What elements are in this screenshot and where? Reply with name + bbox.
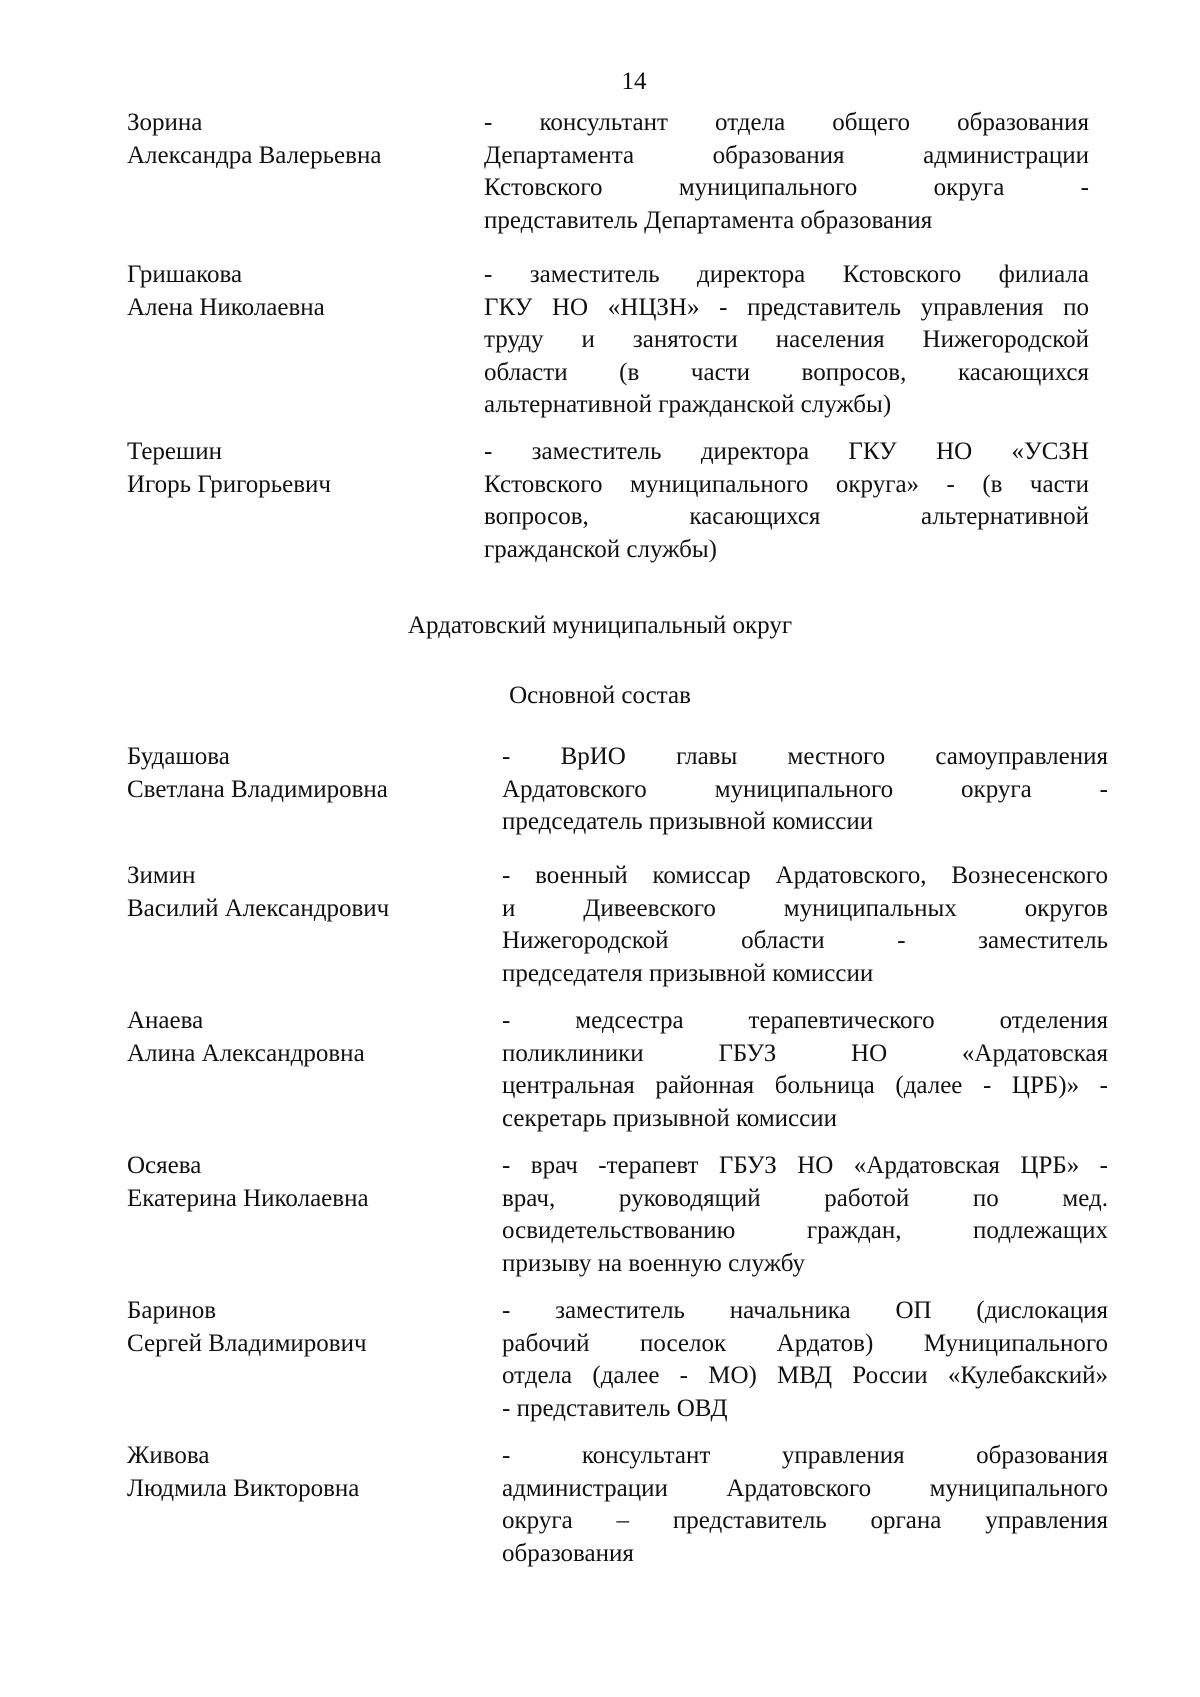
member-given-names: Сергей Владимирович (127, 1329, 367, 1357)
subsection-title: Основной состав (509, 682, 691, 709)
role-line: освидетельствованию граждан, подлежащих (502, 1217, 1108, 1244)
role-line: Департамента образования администрации (484, 141, 1089, 169)
role-line: представитель Департамента образования (484, 206, 933, 234)
member-name (127, 107, 457, 172)
member-role (484, 107, 1089, 237)
role-line: и Дивеевского муниципальных округов (502, 894, 1108, 922)
member-surname: Анаева (127, 1007, 204, 1034)
role-line: Ардатовского муниципального округа - (502, 775, 1108, 803)
role-line: призыву на военную службу (502, 1249, 806, 1277)
member-role (484, 436, 1089, 566)
role-line: - военный комиссар Ардатовского, Вознесенского (502, 862, 1108, 889)
page-number: 14 (621, 68, 647, 95)
member-given-names: Алена Николаевна (127, 293, 325, 321)
role-line: - врач -терапевт ГБУЗ НО «Ардатовская ЦРБ» - (502, 1152, 1108, 1179)
role-line: центральная районная больница (далее - ЦРБ)» - (502, 1072, 1108, 1099)
role-line: ГКУ НО «НЦЗН» - представитель управления по (484, 293, 1089, 321)
member-surname: Гришакова (127, 261, 243, 288)
member-name (127, 860, 457, 925)
role-line: администрации Ардатовского муниципального (502, 1474, 1108, 1502)
role-line: председателя призывной комиссии (502, 959, 874, 987)
role-line: гражданской службы) (484, 535, 717, 563)
role-line: рабочий поселок Ардатов) Муниципального (502, 1329, 1108, 1357)
member-given-names: Александра Валерьевна (127, 141, 382, 169)
member-name (127, 1005, 457, 1070)
member-given-names: Светлана Владимировна (127, 775, 388, 803)
member-surname: Зимин (127, 862, 196, 889)
member-name (127, 1440, 457, 1505)
section-title: Ардатовский муниципальный округ (407, 612, 793, 639)
member-given-names: Екатерина Николаевна (127, 1184, 369, 1212)
member-given-names: Игорь Григорьевич (127, 470, 331, 498)
role-line: области (в части вопросов, касающихся (484, 358, 1089, 386)
member-surname: Будашова (127, 743, 230, 770)
role-line: округа – представитель органа управления (502, 1507, 1108, 1534)
member-surname: Живова (127, 1442, 210, 1469)
member-given-names: Василий Александрович (127, 894, 390, 922)
role-line: врач, руководящий работой по мед. (502, 1184, 1108, 1212)
member-role (484, 259, 1089, 422)
role-line: Кстовского муниципального округа» - (в части (484, 470, 1089, 498)
member-role (502, 1150, 1108, 1280)
role-line: - заместитель начальника ОП (дислокация (502, 1297, 1108, 1324)
role-line: - представитель ОВД (502, 1394, 728, 1422)
member-role (502, 1440, 1108, 1570)
role-line: поликлиники ГБУЗ НО «Ардатовская (502, 1039, 1108, 1067)
role-line: Нижегородской области - заместитель (502, 927, 1108, 954)
role-line: образования (502, 1539, 634, 1567)
role-line: - ВрИО главы местного самоуправления (502, 743, 1108, 770)
member-role (502, 1295, 1108, 1425)
member-given-names: Людмила Викторовна (127, 1474, 360, 1502)
role-line: - заместитель директора ГКУ НО «УСЗН (484, 438, 1089, 465)
role-line: - консультант управления образования (502, 1442, 1108, 1469)
member-name (127, 436, 457, 501)
member-role (502, 741, 1108, 839)
member-surname: Баринов (127, 1297, 217, 1324)
role-line: секретарь призывной комиссии (502, 1104, 838, 1132)
role-line: - консультант отдела общего образования (484, 109, 1089, 136)
member-role (502, 860, 1108, 990)
member-name (127, 259, 457, 324)
member-surname: Зорина (127, 109, 203, 136)
role-line: председатель призывной комиссии (502, 808, 874, 835)
role-line: вопросов, касающихся альтернативной (484, 503, 1089, 530)
member-name (127, 741, 457, 806)
role-line: - заместитель директора Кстовского филиала (484, 261, 1089, 288)
role-line: отдела (далее - МО) МВД России «Кулебакский» (502, 1362, 1108, 1389)
role-line: Кстовского муниципального округа - (484, 174, 1089, 201)
member-name (127, 1150, 457, 1215)
member-role (502, 1005, 1108, 1135)
role-line: - медсестра терапевтического отделения (502, 1007, 1108, 1034)
role-line: альтернативной гражданской службы) (484, 391, 892, 418)
member-name (127, 1295, 457, 1360)
role-line: труду и занятости населения Нижегородской (484, 326, 1089, 353)
member-surname: Терешин (127, 438, 223, 465)
member-surname: Осяева (127, 1152, 202, 1179)
member-given-names: Алина Александровна (127, 1039, 365, 1067)
